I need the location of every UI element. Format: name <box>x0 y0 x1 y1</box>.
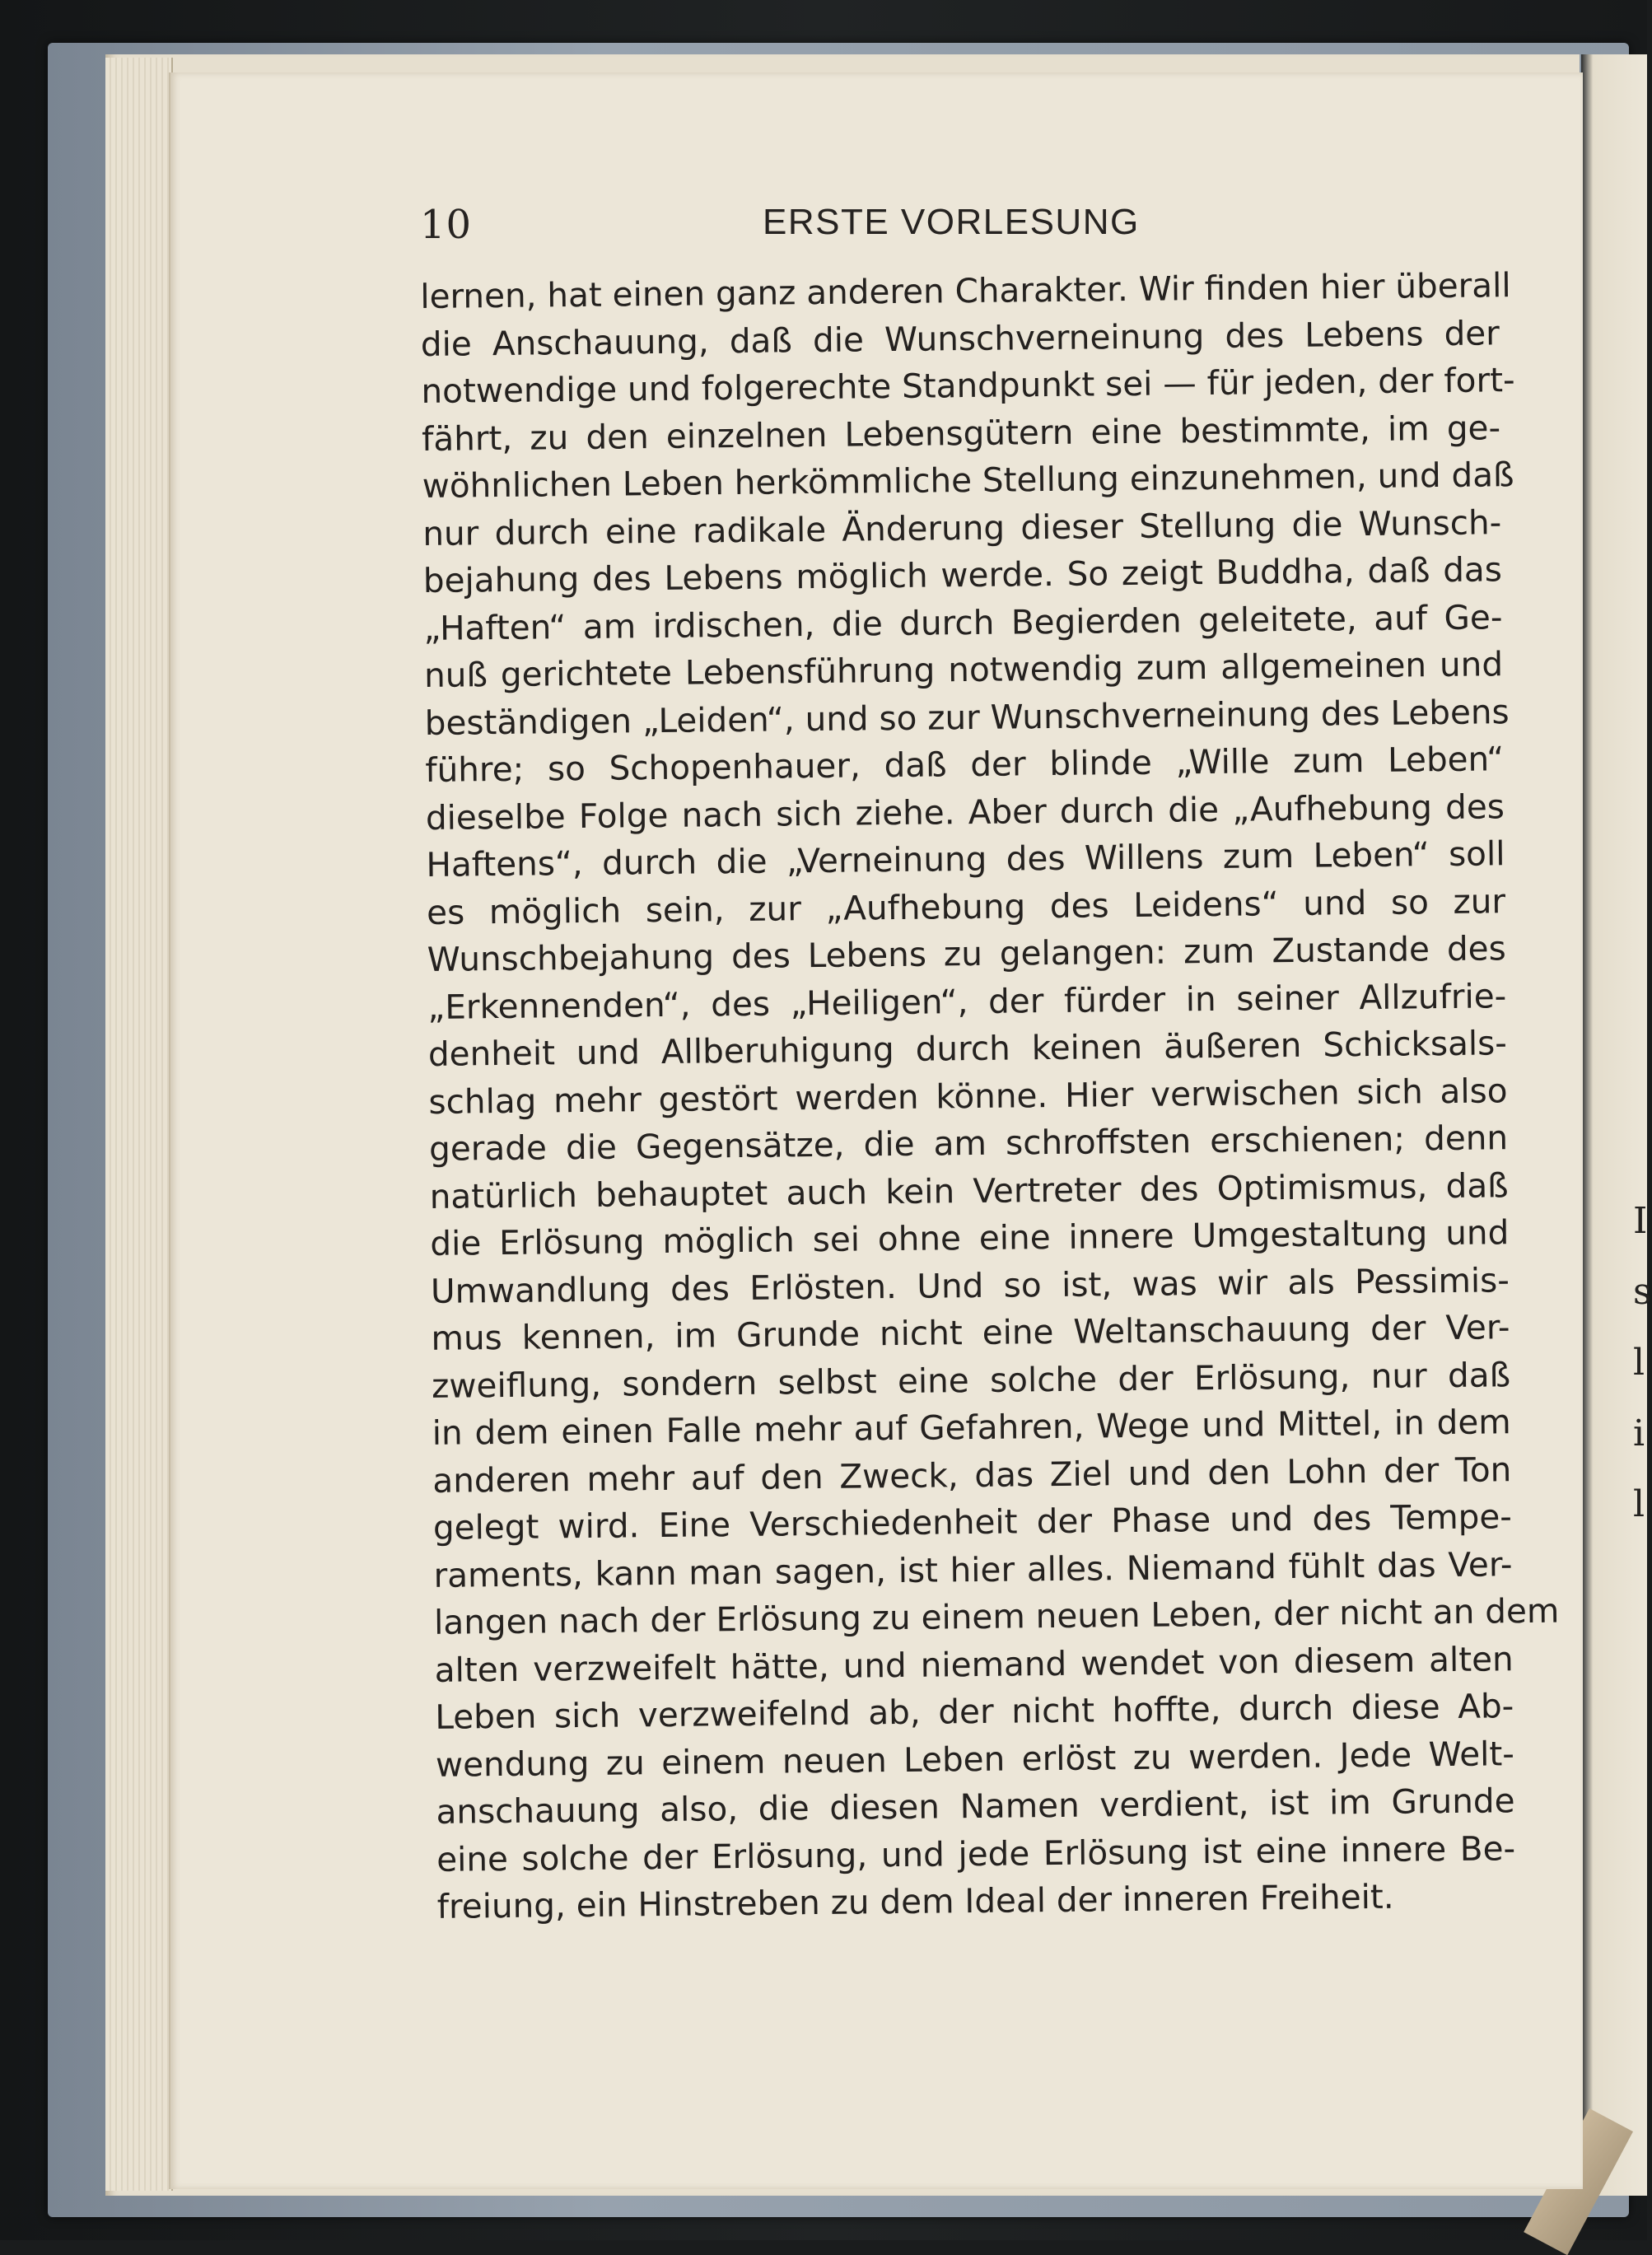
text-line: lernen, hat einen ganz anderen Charakter. Wir finden hier überall <box>420 265 1511 316</box>
text-line: führe; so Schopenhauer, daß der blinde „Wille zum Leben“ <box>425 739 1505 790</box>
facing-glyph: i <box>1633 1412 1645 1454</box>
page-number: 10 <box>420 202 473 248</box>
text-line: gelegt wird. Eine Verschiedenheit der Phase und des Tempe- <box>432 1496 1513 1548</box>
text-line: Haftens“, durch die „Verneinung des Willens zum Leben“ soll <box>426 833 1505 885</box>
page-edges <box>105 58 173 2191</box>
text-line: „Erkennenden“, des „Heiligen“, der fürder in seiner Allzufrie- <box>427 975 1507 1027</box>
text-line: schlag mehr gestört werden könne. Hier verwischen sich also <box>428 1070 1508 1122</box>
page-header <box>420 202 1244 259</box>
body-text <box>420 262 1560 1931</box>
text-line: Umwandlung des Erlösten. Und so ist, was wir als Pessimis- <box>430 1259 1510 1311</box>
text-line: alten verzweifelt hätte, und niemand wendet von diesem alten <box>434 1638 1514 1690</box>
text-line: bejahung des Lebens möglich werde. So zeigt Buddha, daß das <box>422 549 1503 600</box>
text-line: wendung zu einem neuen Leben erlöst zu werden. Jede Welt- <box>435 1733 1515 1785</box>
text-line: nur durch eine radikale Änderung dieser Stellung die Wunsch- <box>422 502 1502 553</box>
text-line: eine solche der Erlösung, und jede Erlösung ist eine innere Be- <box>436 1828 1516 1879</box>
text-line: die Erlösung möglich sei ohne eine innere Umgestaltung und <box>430 1212 1510 1263</box>
facing-glyph: l <box>1633 1483 1645 1525</box>
text-line: nuß gerichtete Lebensführung notwendig zum allgemeinen und <box>423 644 1504 695</box>
text-line: beständigen „Leiden“, und so zur Wunschverneinung des Lebens <box>424 691 1510 743</box>
text-line: „Haften“ am irdischen, die durch Begierden geleitete, auf Ge- <box>423 596 1503 648</box>
facing-glyph: l <box>1633 1342 1645 1384</box>
text-line: denheit und Allberuhigung durch keinen äußeren Schicksals- <box>427 1023 1508 1074</box>
text-line: anderen mehr auf den Zweck, das Ziel und den Lohn der Ton <box>432 1449 1512 1501</box>
text-line: dieselbe Folge nach sich ziehe. Aber durch die „Aufhebung des <box>425 786 1505 838</box>
text-line: in dem einen Falle mehr auf Gefahren, Wege und Mittel, in dem <box>432 1402 1511 1453</box>
text-line: mus kennen, im Grunde nicht eine Weltanschauung der Ver- <box>431 1307 1510 1358</box>
text-line: Wunschbejahung des Lebens zu gelangen: zum Zustande des <box>427 928 1506 979</box>
facing-glyph: I <box>1633 1200 1648 1242</box>
text-line: natürlich behauptet auch kein Vertreter des Optimismus, daß <box>429 1165 1509 1216</box>
facing-page-edge <box>1581 54 1652 2196</box>
running-head: ERSTE VORLESUNG <box>763 202 1140 242</box>
text-line: notwendige und folgerechte Standpunkt sei — für jeden, der fort- <box>421 360 1515 411</box>
facing-page-glyphs <box>1633 1186 1652 1525</box>
text-line: anschauung also, die diesen Namen verdient, ist im Grunde <box>436 1781 1515 1832</box>
text-line: gerade die Gegensätze, die am schroffsten erschienen; denn <box>428 1118 1509 1169</box>
text-line: fährt, zu den einzelnen Lebensgütern eine bestimmte, im ge- <box>421 407 1501 459</box>
text-line: Leben sich verzweifelnd ab, der nicht hoffte, durch diese Ab- <box>435 1686 1514 1737</box>
text-line: raments, kann man sagen, ist hier alles. Niemand fühlt das Ver- <box>433 1543 1513 1595</box>
text-line: die Anschauung, daß die Wunschverneinung des Lebens der <box>420 312 1500 364</box>
text-line: wöhnlichen Leben herkömmliche Stellung einzunehmen, und daß <box>422 455 1514 506</box>
facing-glyph: s <box>1633 1271 1652 1313</box>
text-line: freiung, ein Hinstreben zu dem Ideal der inneren Freiheit. <box>436 1876 1394 1926</box>
text-line: zweiflung, sondern selbst eine solche der Erlösung, nur daß <box>431 1354 1511 1406</box>
text-line: langen nach der Erlösung zu einem neuen Leben, der nicht an dem <box>433 1590 1560 1642</box>
text-line: es möglich sein, zur „Aufhebung des Leidens“ und so zur <box>426 880 1506 932</box>
